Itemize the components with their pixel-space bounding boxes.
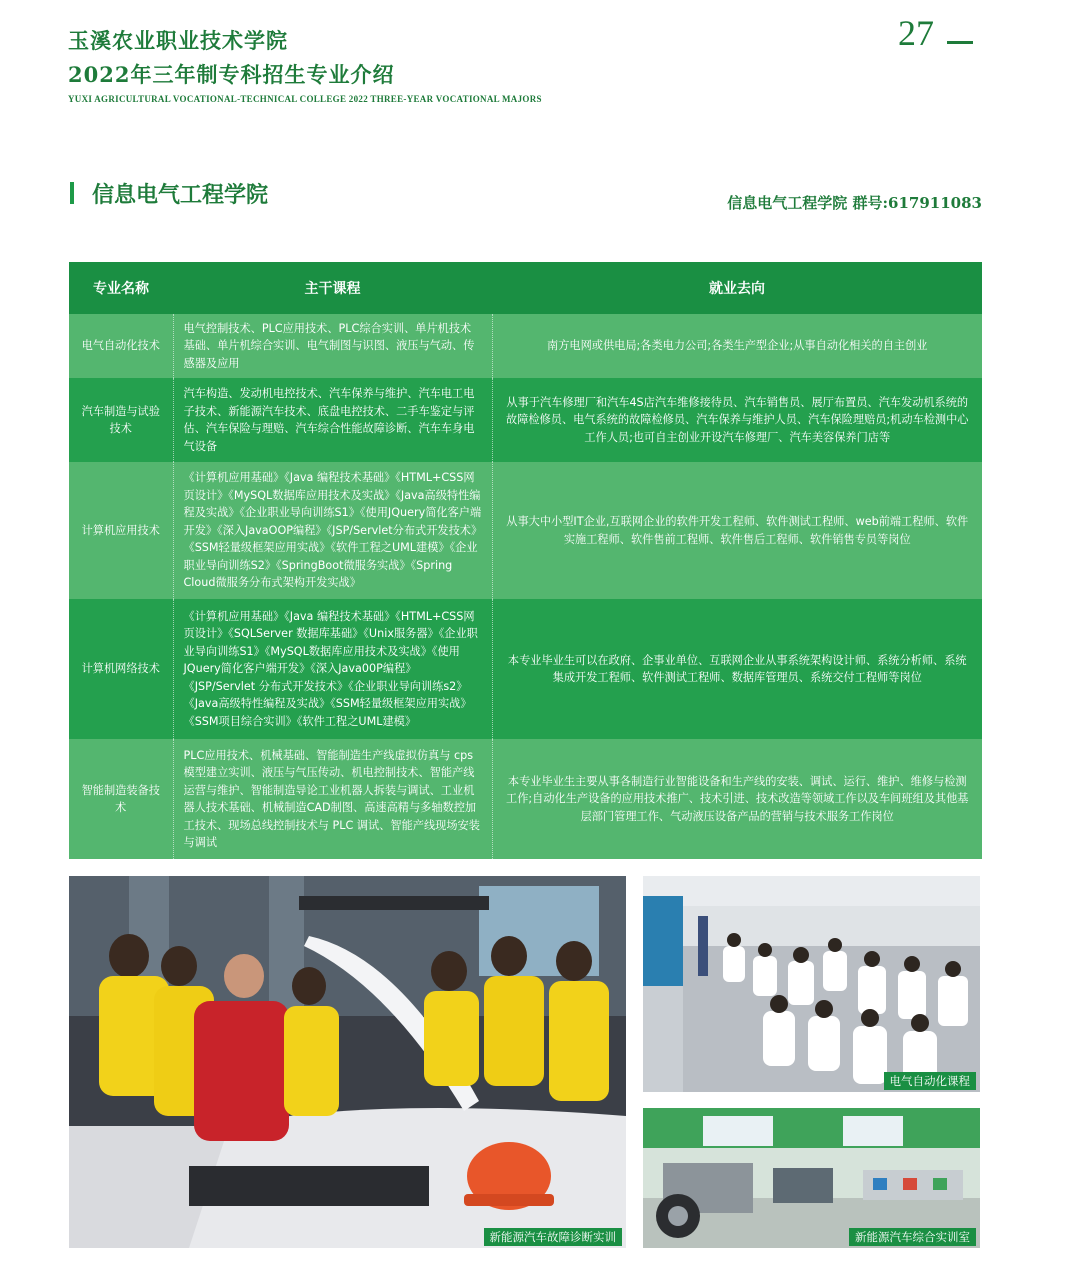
major-jobs: 本专业毕业生可以在政府、企事业单位、互联网企业从事系统架构设计师、系统分析师、系统集成开发工程师、软件测试工程师、数据库管理员、系统交付工程师等岗位 bbox=[492, 599, 982, 739]
photo-caption: 新能源汽车综合实训室 bbox=[849, 1228, 976, 1246]
major-jobs: 南方电网或供电局;各类电力公司;各类生产型企业;从事自动化相关的自主创业 bbox=[492, 314, 982, 378]
major-name: 计算机网络技术 bbox=[69, 599, 173, 739]
major-jobs: 从事于汽车修理厂和汽车4S店汽车维修接待员、汽车销售员、展厅布置员、汽车发动机系统的故障检修员、电气系统的故障检修员、汽车保养与维护人员、汽车保险理赔员;机动车检测中心工作人员;也可自主创业开设汽车修理厂、汽车美容保养门店等 bbox=[492, 378, 982, 462]
photo-ev-training-lab bbox=[643, 1108, 980, 1248]
header-major-name: 专业名称 bbox=[69, 262, 173, 314]
major-courses: 《计算机应用基础》《Java 编程技术基础》《HTML+CSS网页设计》《SQLServer 数据库基础》《Unix服务器》《企业职业导向训练S1》《MySQL数据库应用技术及实战》《使用JQuery简化客户端开发》《深入Java00P编程》《JSP/Servlet 分布式开发技术》《企业职业导向训练s2》《Java高级特性编程及实战》《SSM轻量级框架应用实战》《SSM项目综合实训》《软件工程之UML建模》 bbox=[173, 599, 492, 739]
page-number-dash bbox=[947, 41, 973, 44]
section-marker bbox=[70, 182, 74, 204]
college-title bbox=[68, 24, 394, 92]
photo-electrical-automation-class bbox=[643, 876, 980, 1092]
major-courses: 电气控制技术、PLC应用技术、PLC综合实训、单片机技术基础、单片机综合实训、电气制图与识图、液压与气动、传感器及应用 bbox=[173, 314, 492, 378]
photo-ev-diagnosis-training bbox=[69, 876, 626, 1248]
group-info: 信息电气工程学院 群号:617911083 bbox=[727, 194, 982, 212]
major-jobs: 从事大中小型IT企业,互联网企业的软件开发工程师、软件测试工程师、web前端工程师、软件实施工程师、软件售前工程师、软件售后工程师、软件销售专员等岗位 bbox=[492, 462, 982, 599]
brochure-title: 2022年三年制专科招生专业介绍 bbox=[68, 62, 395, 87]
major-courses: 《计算机应用基础》《Java 编程技术基础》《HTML+CSS网页设计》《MySQL数据库应用技术及实战》《Java高级特性编程及实战》《企业职业导向训练S1》《使用JQuery简化客户端开发》《深入JavaOOP编程》《JSP/Servlet分布式开发技术》《SSM轻量级框架应用实战》《软件工程之UML建模》《企业职业导向训练S2》《SpringBoot微服务实战》《Spring Cloud微服务分布式架构开发实战》 bbox=[173, 462, 492, 599]
majors-table bbox=[69, 262, 982, 859]
major-courses: 汽车构造、发动机电控技术、汽车保养与维护、汽车电工电子技术、新能源汽车技术、底盘电控技术、二手车鉴定与评估、汽车保险与理赔、汽车综合性能故障诊断、汽车车身电气设备 bbox=[173, 378, 492, 462]
table-row bbox=[69, 599, 982, 739]
page-number: 27 bbox=[898, 13, 934, 53]
section-title: 信息电气工程学院 bbox=[92, 182, 269, 208]
photo-caption: 电气自动化课程 bbox=[884, 1072, 977, 1090]
table-row bbox=[69, 378, 982, 462]
major-name: 计算机应用技术 bbox=[69, 462, 173, 599]
photo-caption: 新能源汽车故障诊断实训 bbox=[484, 1228, 623, 1246]
major-name: 汽车制造与试验技术 bbox=[69, 378, 173, 462]
header-employment: 就业去向 bbox=[492, 262, 982, 314]
table-header-row bbox=[69, 262, 982, 314]
major-jobs: 本专业毕业生主要从事各制造行业智能设备和生产线的安装、调试、运行、维护、维修与检测工作;自动化生产设备的应用技术推广、技术引进、技术改造等领域工作以及车间班组及其他基层部门管理工作、气动液压设备产品的营销与技术服务工作岗位 bbox=[492, 739, 982, 859]
college-name: 玉溪农业职业技术学院 bbox=[68, 28, 288, 53]
header-main-courses: 主干课程 bbox=[173, 262, 492, 314]
table-row bbox=[69, 314, 982, 378]
table-row bbox=[69, 462, 982, 599]
major-name: 电气自动化技术 bbox=[69, 314, 173, 378]
major-courses: PLC应用技术、机械基础、智能制造生产线虚拟仿真与 cps 模型建立实训、液压与气压传动、机电控制技术、智能产线运营与维护、智能制造导论工业机器人拆装与调试、工业机器人技术基础、机械制造CAD制图、高速高精与多轴数控加工技术、现场总线控制技术与 PLC 调试、智能产线现场安装与调试 bbox=[173, 739, 492, 859]
major-name: 智能制造装备技术 bbox=[69, 739, 173, 859]
english-subtitle: YUXI AGRICULTURAL VOCATIONAL-TECHNICAL COLLEGE 2022 THREE-YEAR VOCATIONAL MAJORS bbox=[68, 94, 542, 104]
table-row bbox=[69, 739, 982, 859]
